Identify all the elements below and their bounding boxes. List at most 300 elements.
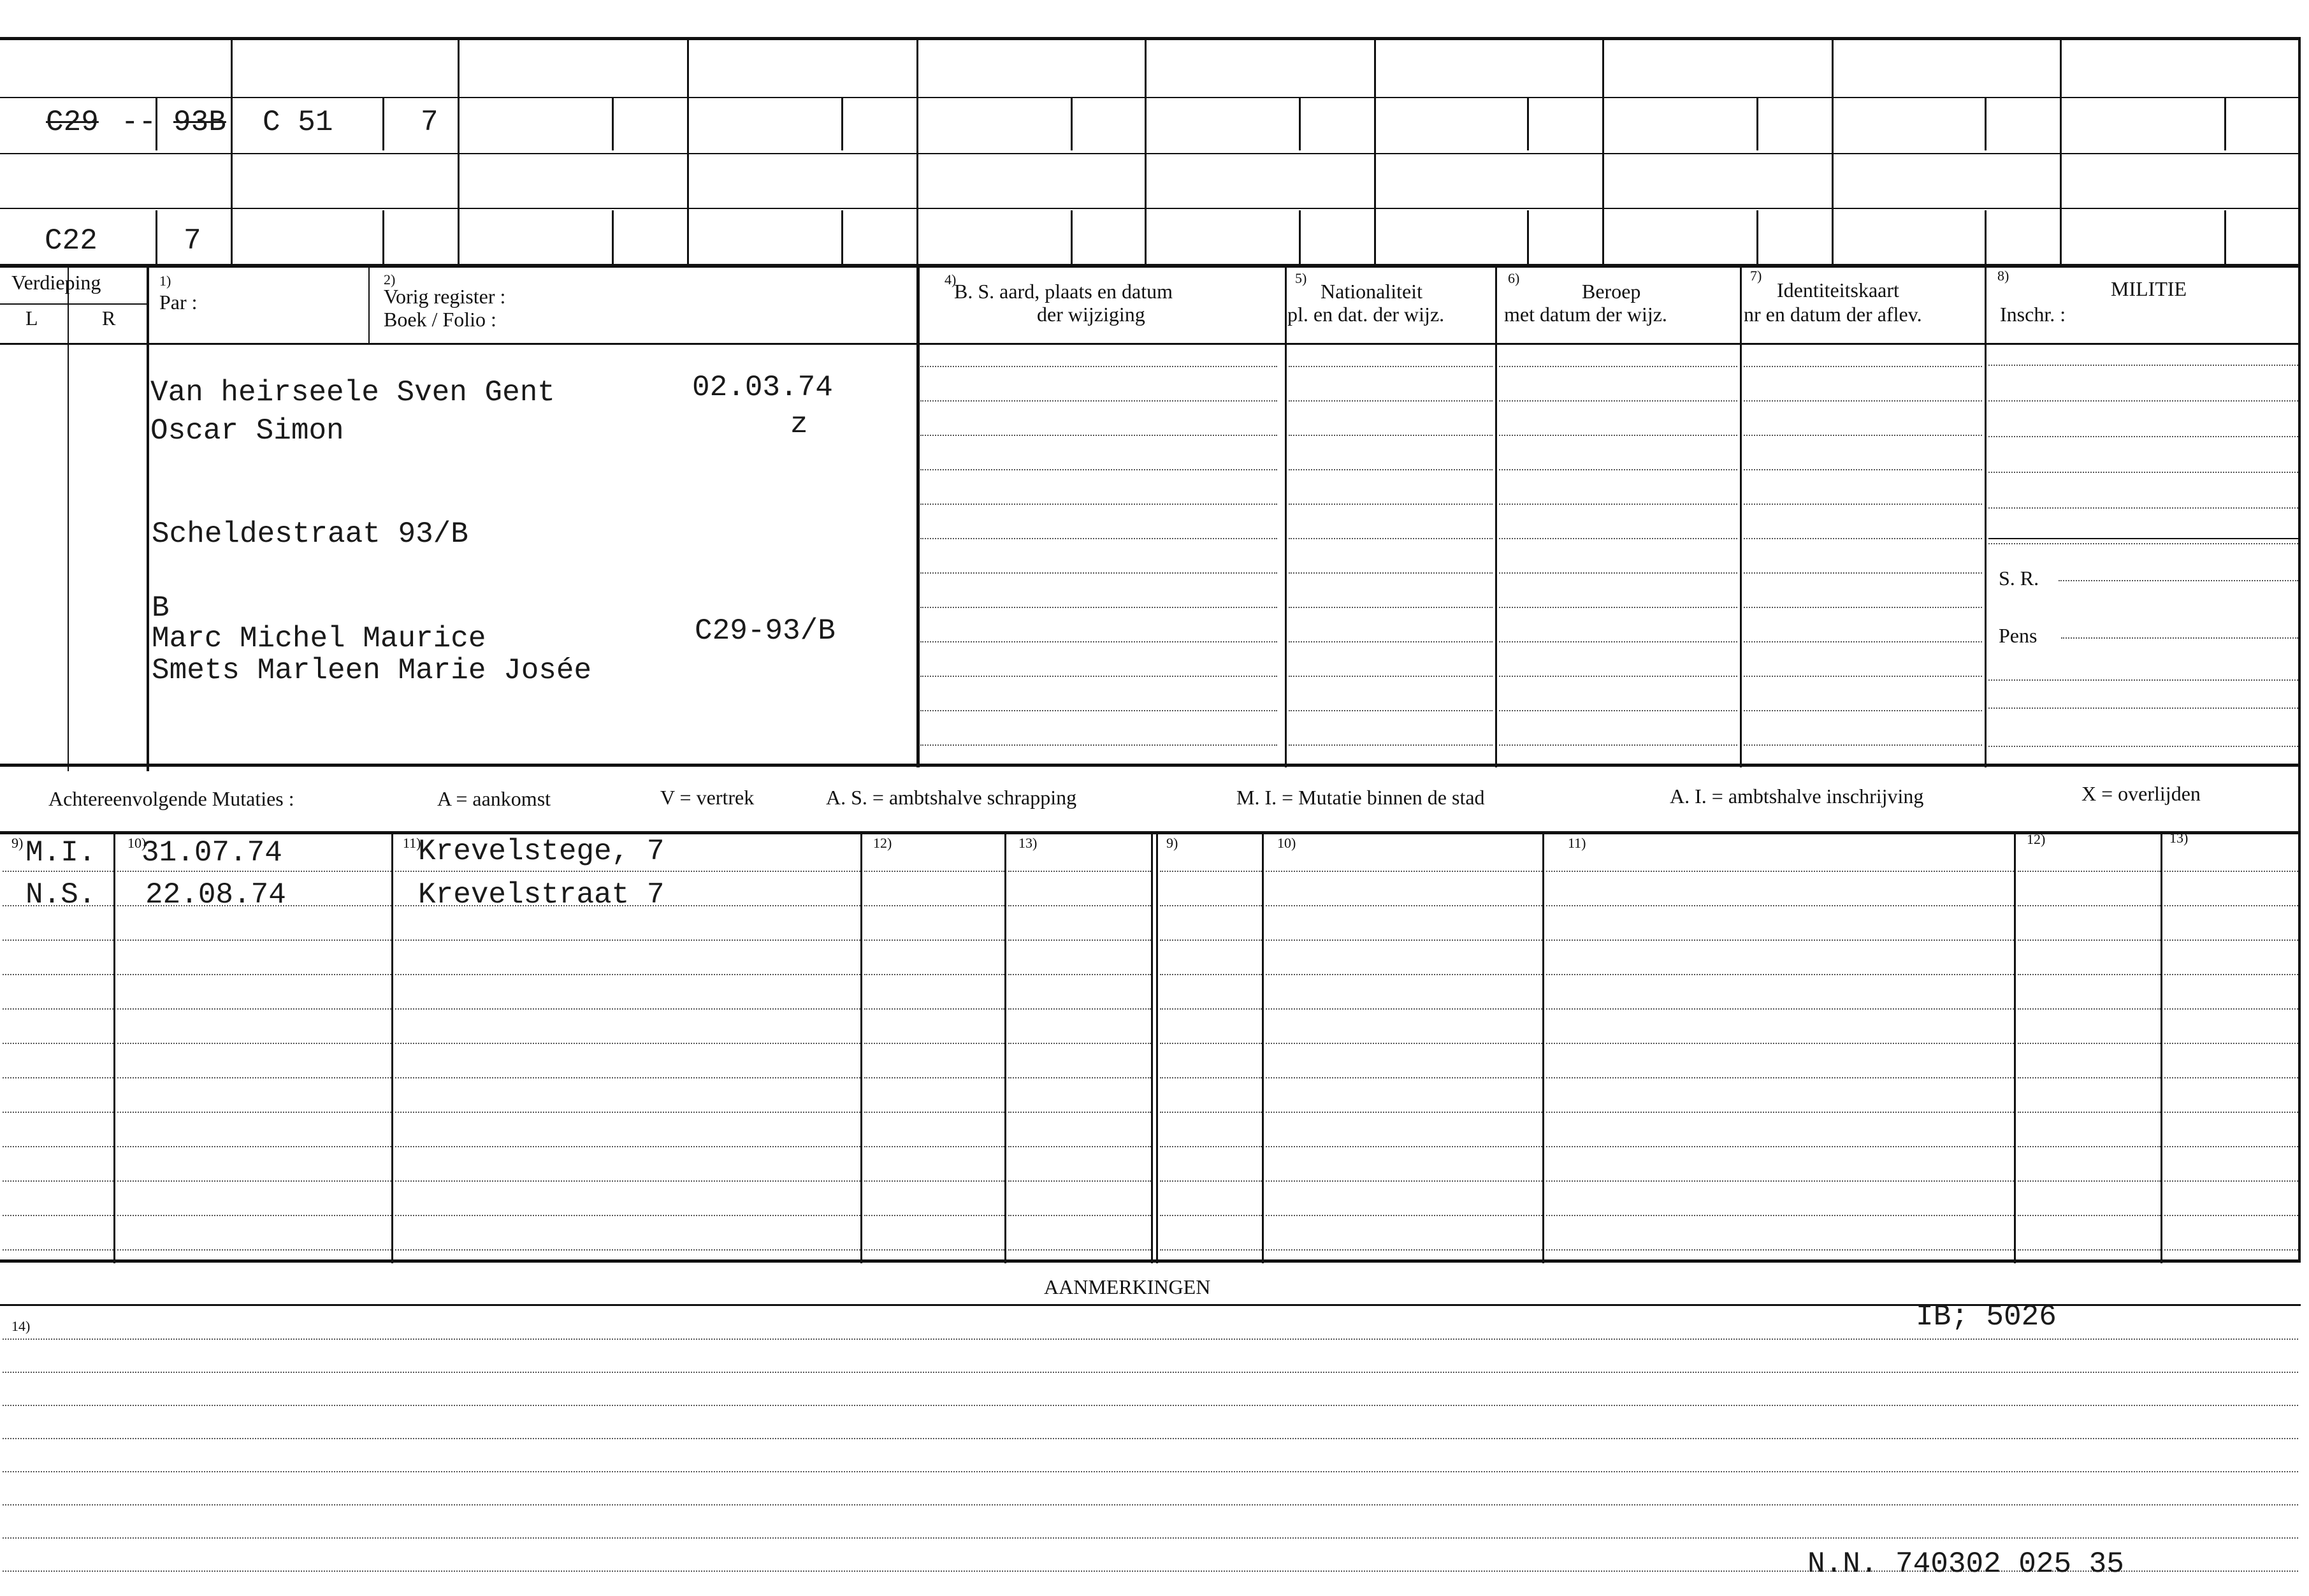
dotted-line [1289,469,1493,470]
verdieping-r: R [102,307,116,330]
dotted-line [1546,1077,2014,1078]
rule-line [2224,210,2226,264]
ib-reference: IB; 5026 [1916,1300,2057,1333]
dotted-line [1289,400,1493,402]
mutation-2-address: Krevelstraat 7 [418,878,665,911]
der-wijziging-label: der wijziging [1037,303,1145,326]
rule-line [0,764,2301,767]
dotted-line [864,1215,1004,1216]
mutation-1-code: M.I. [25,836,96,869]
dotted-line [1499,469,1737,470]
parent1-name: Marc Michel Maurice [152,622,486,655]
rule-line [0,37,2301,40]
vorig-register-label: Vorig register : [384,285,506,308]
dotted-line [1499,744,1737,746]
dotted-line [1266,1146,1542,1147]
nationaliteit-sub-label: pl. en dat. der wijz. [1287,303,1445,326]
dotted-line [1988,472,2298,473]
registration-date: 02.03.74 [692,371,833,404]
rule-line [391,831,393,1263]
legend-mi: M. I. = Mutatie binnen de stad [1236,786,1485,809]
dotted-line [1744,744,1982,746]
rule-line [1740,268,1742,767]
dotted-line [1160,939,1262,941]
dotted-line [920,744,1277,746]
national-number: N.N. 740302 025 35 [1807,1548,2124,1581]
mutation-1-address: Krevelstege, 7 [418,835,665,868]
dotted-line [395,1215,860,1216]
dotted-line [395,974,860,975]
rule-line [113,831,115,1263]
dotted-line [1744,400,1982,402]
dotted-line [2018,1146,2161,1147]
dotted-line [2018,1008,2161,1010]
dotted-line [1289,710,1493,711]
beroep-label: Beroep [1582,280,1641,303]
dotted-line [920,676,1277,677]
dotted-line [1499,710,1737,711]
mutations-title: Achtereenvolgende Mutaties : [48,787,294,810]
rule-line [147,268,149,771]
dotted-line [117,1008,391,1010]
mut-col12-number: 12) [873,835,892,851]
dotted-line [3,1405,2298,1406]
verdieping-label: Verdieping [11,271,101,294]
dotted-line [2018,1112,2161,1113]
nationaliteit-label: Nationaliteit [1321,280,1422,303]
rule-line [1145,37,1147,264]
dotted-line [3,1180,113,1182]
rule-line [0,343,2301,345]
dotted-line [1008,905,1151,906]
rule-line [1985,210,1987,264]
dotted-line [3,1112,113,1113]
legend-x: X = overlijden [2081,782,2201,805]
dotted-line [864,1077,1004,1078]
person-name-line1: Van heirseele Sven Gent [150,376,555,409]
dotted-line [864,1043,1004,1044]
rule-line [841,210,843,264]
dotted-line [1008,1215,1151,1216]
boek-folio-label: Boek / Folio : [384,308,496,331]
rule-line [0,153,2301,154]
dotted-line [1499,572,1737,574]
dotted-line [1008,1077,1151,1078]
dotted-line [2018,905,2161,906]
dotted-line [3,939,113,941]
mutation-2-code: N.S. [25,878,96,911]
dotted-line [1160,1146,1262,1147]
dotted-line [117,871,391,872]
dotted-line [1499,400,1737,402]
code-c51: C 51 [263,106,333,139]
dotted-line [920,400,1277,402]
rule-line [156,210,157,264]
dotted-line [1546,1043,2014,1044]
dotted-line [117,974,391,975]
dotted-line [920,504,1277,505]
dotted-line [864,1112,1004,1113]
dotted-line [2018,1249,2161,1251]
dotted-line [864,974,1004,975]
dotted-line [2164,1008,2298,1010]
dotted-line [117,1146,391,1147]
rule-line [1285,268,1287,767]
dotted-line [1160,1215,1262,1216]
dotted-line [2164,974,2298,975]
dotted-line [395,939,860,941]
dotted-line [395,871,860,872]
mut-col12b-number: 12) [2027,831,2046,847]
dotted-line [3,974,113,975]
dotted-line [864,1249,1004,1251]
identiteitskaart-label: Identiteitskaart [1777,279,1899,301]
rule-line [916,268,920,767]
dotted-line [1289,504,1493,505]
dotted-line [1008,1112,1151,1113]
folio-reference: C29-93/B [695,614,836,648]
dotted-line [1266,974,1542,975]
dotted-line [1008,1043,1151,1044]
dotted-line [3,871,113,872]
dotted-line [1008,1180,1151,1182]
col4-number: 4) [945,272,957,287]
mut-col9-number: 9) [11,835,24,851]
rule-line [231,37,233,264]
dotted-line [3,1338,2298,1340]
dotted-line [2018,1180,2161,1182]
col1-number: 1) [159,273,171,289]
code-c22: C22 [45,224,98,258]
dotted-line [1499,676,1737,677]
dotted-line [2164,1112,2298,1113]
dotted-line [1744,710,1982,711]
rule-line [1527,210,1529,264]
z-mark: z [790,408,808,441]
dotted-line [3,1471,2298,1472]
dotted-line [1546,1180,2014,1182]
dotted-line [3,1008,113,1010]
address: Scheldestraat 93/B [152,518,468,551]
rule-line [1756,97,1758,150]
col5-number: 5) [1295,270,1307,286]
rule-line [0,208,2301,209]
dotted-line [864,905,1004,906]
rule-line [1985,268,1987,767]
dotted-line [1988,543,2298,544]
rule-line [1156,831,1158,1263]
dotted-line [1289,435,1493,436]
dotted-line [1289,572,1493,574]
dotted-line [1266,939,1542,941]
dotted-line [2018,939,2161,941]
dotted-line [864,871,1004,872]
dotted-line [1008,871,1151,872]
dotted-line [1266,1112,1542,1113]
rule-line [382,210,384,264]
dotted-line [1499,538,1737,539]
rule-line [368,268,370,343]
dotted-line [1266,1043,1542,1044]
inschr-label: Inschr. : [2000,303,2066,326]
dotted-line [1744,641,1982,642]
dotted-line [1289,676,1493,677]
rule-line [1004,831,1006,1263]
dotted-line [2164,1077,2298,1078]
dotted-line [1546,871,2014,872]
dotted-line [2164,1146,2298,1147]
beroep-sub-label: met datum der wijz. [1504,303,1667,326]
rule-line [916,37,918,264]
dotted-line [1266,1077,1542,1078]
dotted-line [1988,365,2298,366]
pens-label: Pens [1999,624,2038,647]
rule-line [1495,268,1497,767]
dotted-line [920,710,1277,711]
dotted-line [1289,607,1493,608]
dotted-line [3,1504,2298,1505]
rule-line [1299,97,1301,150]
dotted-line [1546,1249,2014,1251]
dotted-line [920,607,1277,608]
dotted-line [1744,504,1982,505]
mut-col13-number: 13) [1018,835,1038,851]
dotted-line [1008,1146,1151,1147]
code-7-bottom: 7 [184,224,201,258]
dotted-line [920,435,1277,436]
rule-line [841,97,843,150]
legend-ai: A. I. = ambtshalve inschrijving [1670,785,1924,808]
dotted-line [117,1112,391,1113]
bs-aard-label: B. S. aard, plaats en datum [954,280,1173,303]
dotted-line [2164,939,2298,941]
dotted-line [117,939,391,941]
dotted-line [920,366,1277,367]
dotted-line [1499,435,1737,436]
dotted-line [1499,641,1737,642]
dotted-line [1008,974,1151,975]
dotted-line [1160,1043,1262,1044]
dotted-line [1546,1008,2014,1010]
dotted-line [3,1043,113,1044]
identiteitskaart-sub-label: nr en datum der aflev. [1744,303,1922,326]
dotted-line [1160,1180,1262,1182]
col8-number: 8) [1997,268,2009,284]
dotted-line [117,1249,391,1251]
dotted-line [395,1008,860,1010]
col2-number: 2) [384,272,396,287]
dotted-line [1988,746,2298,747]
dotted-line [2164,871,2298,872]
rule-line [1985,97,1987,150]
rule-line [458,37,460,264]
rule-line [1262,831,1264,1263]
dotted-line [3,1249,113,1251]
dotted-line [1546,939,2014,941]
mut-col11b-number: 11) [1568,835,1586,851]
rule-line [0,1259,2301,1263]
rule-line [68,343,69,771]
dotted-line [3,1372,2298,1373]
dotted-line [1266,1008,1542,1010]
dotted-line [3,1537,2298,1539]
dotted-line [1289,641,1493,642]
rule-line [2014,831,2016,1263]
dotted-line [1744,676,1982,677]
dotted-line [1988,707,2298,709]
rule-line [612,97,614,150]
rule-line [1299,210,1301,264]
dotted-line [1160,905,1262,906]
remarks-number: 14) [11,1318,31,1334]
dotted-line [117,1043,391,1044]
dotted-line [1266,1249,1542,1251]
rule-line [1542,831,1544,1263]
rule-line [382,97,384,150]
mut-col10-number: 10) [127,835,147,851]
rule-line [2298,37,2301,1261]
dotted-line [864,1008,1004,1010]
dotted-line [1008,939,1151,941]
dotted-line [1988,679,2298,681]
dotted-line [1266,905,1542,906]
dotted-line [1160,1249,1262,1251]
rule-line [687,37,689,264]
dotted-line [3,1215,113,1216]
dotted-line [1289,744,1493,746]
rule-line [1151,831,1153,1263]
dotted-line [2018,1215,2161,1216]
rule-line [2161,831,2162,1263]
dotted-line [2018,974,2161,975]
dotted-line [395,1180,860,1182]
col7-number: 7) [1750,268,1762,284]
dotted-line [3,1146,113,1147]
dotted-line [920,641,1277,642]
dotted-line [1546,1146,2014,1147]
dotted-line [2164,905,2298,906]
rule-line [1602,37,1604,264]
sr-label: S. R. [1999,567,2039,590]
rule-line [0,264,2301,268]
legend-as: A. S. = ambtshalve schrapping [826,786,1077,809]
dotted-line [1744,435,1982,436]
par-label: Par : [159,291,198,314]
dotted-line [1160,1077,1262,1078]
dotted-line [1499,366,1737,367]
mut-col9b-number: 9) [1166,835,1178,851]
dotted-line [1289,366,1493,367]
crossed-code-93b: 93B [173,106,226,139]
dotted-line [1744,572,1982,574]
dotted-line [1546,974,2014,975]
dotted-line [2164,1215,2298,1216]
dotted-line [864,1180,1004,1182]
dotted-line [2164,1180,2298,1182]
dotted-line [1988,507,2298,509]
mutation-1-date: 31.07.74 [141,836,282,869]
rule-line [1527,97,1529,150]
person-name-line2: Oscar Simon [150,414,344,447]
dotted-line [395,1043,860,1044]
dotted-line [1988,400,2298,402]
dotted-line [117,1077,391,1078]
rule-line [0,831,2301,834]
dotted-line [395,1249,860,1251]
dotted-line [1266,1215,1542,1216]
dotted-line [1008,1249,1151,1251]
dotted-line [1546,1215,2014,1216]
rule-line [1756,210,1758,264]
dotted-line [1266,1180,1542,1182]
dotted-line [1744,366,1982,367]
dotted-line [2018,1077,2161,1078]
legend-v: V = vertrek [660,786,755,809]
dotted-line [920,572,1277,574]
dotted-line [1988,436,2298,437]
dotted-line [117,1215,391,1216]
dotted-line [2059,580,2298,581]
b-mark: B [152,591,170,625]
dotted-line [2164,1043,2298,1044]
remarks-title: AANMERKINGEN [1044,1275,1211,1298]
dotted-line [395,1146,860,1147]
dotted-line [2018,1043,2161,1044]
parent2-name: Smets Marleen Marie Josée [152,654,592,687]
col6-number: 6) [1508,270,1520,286]
rule-line [2060,37,2062,264]
dotted-line [117,1180,391,1182]
dotted-line [1744,469,1982,470]
rule-line [0,303,148,305]
dotted-line [920,469,1277,470]
rule-line [1071,97,1073,150]
code-7-top: 7 [421,106,438,139]
militie-label: MILITIE [2111,277,2187,300]
rule-line [0,97,2301,98]
dotted-line [2164,1249,2298,1251]
dotted-line [1160,871,1262,872]
dotted-line [1160,974,1262,975]
dotted-line [1546,1112,2014,1113]
dotted-line [3,1077,113,1078]
dotted-line [1289,538,1493,539]
dotted-line [2018,871,2161,872]
dotted-line [1744,538,1982,539]
dotted-line [395,1077,860,1078]
dotted-line [920,538,1277,539]
mut-col13b-number: 13) [2169,830,2189,846]
code-separator: -- [121,106,157,139]
rule-line [612,210,614,264]
mut-col11-number: 11) [403,835,421,851]
dotted-line [1499,607,1737,608]
dotted-line [1499,504,1737,505]
dotted-line [864,939,1004,941]
dotted-line [1160,1008,1262,1010]
rule-line [1374,37,1376,264]
dotted-line [1160,1112,1262,1113]
dotted-line [395,1112,860,1113]
mut-col10b-number: 10) [1277,835,1296,851]
dotted-line [3,1438,2298,1439]
rule-line [2224,97,2226,150]
dotted-line [1546,905,2014,906]
legend-a: A = aankomst [437,787,551,810]
rule-line [1832,37,1834,264]
verdieping-l: L [25,307,38,330]
dotted-line [1744,607,1982,608]
